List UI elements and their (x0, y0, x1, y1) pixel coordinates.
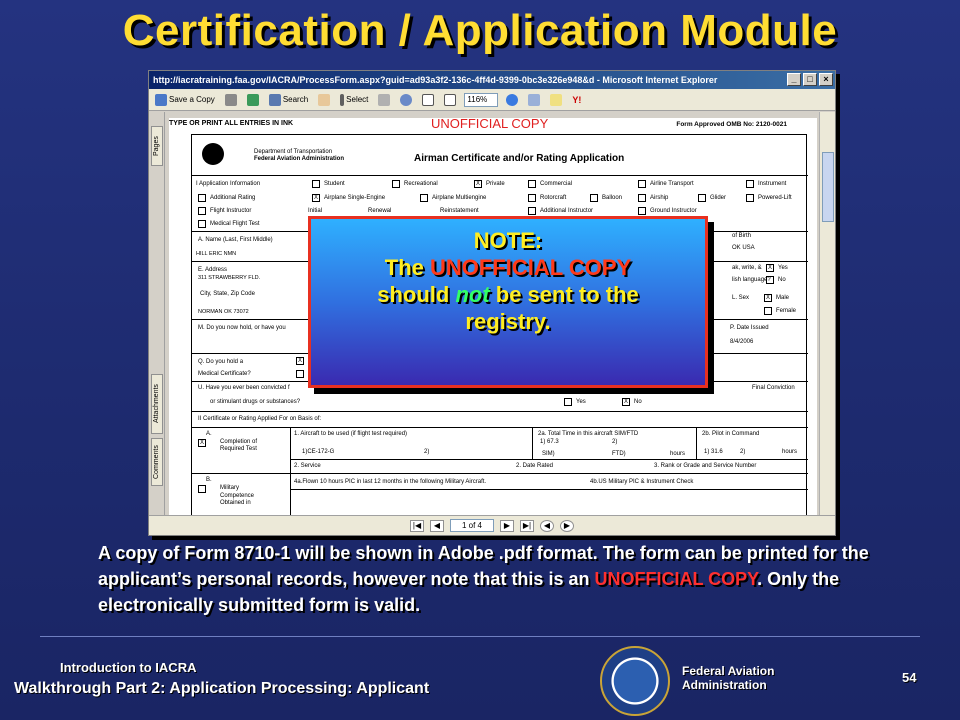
sim-label: SIM) (542, 451, 555, 457)
search-button[interactable]: Search (267, 91, 310, 109)
binoculars-icon (269, 94, 281, 106)
pdf-toolbar (149, 89, 835, 111)
atp-checkbox[interactable] (638, 180, 646, 188)
snapshot-button[interactable] (376, 91, 392, 109)
q-question-line2: Medical Certificate? (198, 371, 251, 377)
additional-rating-checkbox[interactable] (198, 194, 206, 202)
attachments-tab[interactable]: Attachments (151, 374, 163, 434)
form-header: Airman Certificate and/or Rating Application (414, 153, 625, 164)
sex-label: L. Sex (732, 295, 750, 301)
note-line-2 (311, 281, 705, 308)
pdf-navigation-bar (149, 515, 835, 535)
option-label: Glider (710, 195, 727, 201)
option-label: Ground Instructor (650, 208, 697, 214)
option-label: Medical Flight Test (210, 221, 260, 227)
medical-yes-checkbox[interactable]: X (297, 358, 302, 364)
print-button[interactable] (223, 91, 239, 109)
vertical-scrollbar[interactable] (819, 112, 835, 516)
yahoo-button[interactable] (570, 91, 583, 109)
description-text-end: . Only the electronically submitted form is valid. (98, 569, 840, 615)
agency-line-2: Administration (682, 678, 767, 692)
camera-icon (378, 94, 390, 106)
completion-checkbox[interactable]: X (199, 440, 204, 446)
dot-logo-icon (202, 143, 224, 165)
rank-label: 3. Rank or Grade and Service Number (654, 463, 757, 469)
note-heading: NOTE: (473, 228, 543, 253)
instrument-checkbox[interactable] (746, 180, 754, 188)
military-label: Military (220, 485, 239, 491)
option-label: Airplane Single-Engine (324, 195, 386, 201)
minimize-button[interactable]: _ (787, 73, 801, 86)
m-question: M. Do you now hold, or have you (198, 325, 286, 331)
address-label: E. Address (198, 267, 228, 273)
no-label: No (634, 399, 642, 405)
hand-icon (318, 94, 330, 106)
english-yes-checkbox[interactable]: X (767, 265, 772, 271)
option-label: Additional Instructor (540, 208, 594, 214)
text-cursor-icon (340, 94, 344, 106)
pdf-sidebar (149, 112, 165, 516)
close-button[interactable]: × (819, 73, 833, 86)
select-tool-button[interactable]: Select (338, 91, 370, 109)
ame-checkbox[interactable] (420, 194, 428, 202)
footer-intro: Introduction to IACRA (60, 660, 197, 675)
dept-line-1: Department of Transportation (254, 149, 333, 155)
total-time-value: 1) 67.3 (540, 439, 559, 445)
dept-line-2: Federal Aviation Administration (254, 156, 345, 162)
u-question-line1: U. Have you ever been convicted f (198, 385, 290, 391)
a-label: A. (206, 431, 212, 437)
option-label: Flight Instructor (210, 208, 252, 214)
aircraft-value: 1)CE-172-G (302, 449, 335, 455)
rotate-button[interactable] (526, 91, 542, 109)
usmil-label: 4b.US Military PIC & Instrument Check (590, 479, 694, 485)
faa-seal-icon (600, 646, 670, 716)
completion-line1: Completion of (220, 439, 258, 445)
glider-checkbox[interactable] (698, 194, 706, 202)
option-label: Initial (308, 208, 323, 214)
option-label: Commercial (540, 181, 573, 187)
dob-label: of Birth (732, 233, 752, 239)
agency-name (682, 664, 774, 692)
printer-icon (225, 94, 237, 106)
additional-instructor-checkbox[interactable] (528, 207, 536, 215)
slide-title: Certification / Application Module (122, 6, 838, 55)
date-issued-label: P. Date Issued (730, 325, 769, 331)
ink-instruction: TYPE OR PRINT ALL ENTRIES IN INK (169, 120, 294, 127)
option-label: Powered-Lift (758, 195, 792, 201)
u-question-line2: or stimulant drugs or substances? (210, 399, 301, 405)
width-icon (444, 94, 456, 106)
no-label: No (778, 277, 786, 283)
recreational-checkbox[interactable] (392, 180, 400, 188)
option-label: Reinstatement (440, 208, 479, 214)
maximize-button[interactable]: □ (803, 73, 817, 86)
save-icon (155, 94, 167, 106)
comment-button[interactable] (548, 91, 564, 109)
email-button[interactable] (245, 91, 261, 109)
name-value: HILL ERIC NMN (196, 251, 237, 257)
app-info-label: I Application Information (196, 181, 261, 187)
yes-label: Yes (778, 265, 788, 271)
student-checkbox[interactable] (312, 180, 320, 188)
agency-line-1: Federal Aviation (682, 664, 775, 678)
option-label: Private (486, 181, 505, 187)
q-question-line1: Q. Do you hold a (198, 359, 244, 365)
aircraft-2: 2) (424, 449, 430, 455)
unofficial-copy-label: UNOFFICIAL COPY (431, 118, 549, 131)
note-text: be sent to the (489, 282, 639, 307)
zoom-icon (400, 94, 412, 106)
aircraft-label: 1. Aircraft to be used (if flight test required) (294, 431, 408, 437)
first-page-button[interactable]: |◀ (410, 520, 424, 532)
option-label: Airplane Multiengine (432, 195, 487, 201)
save-copy-button[interactable]: Save a Copy (153, 91, 217, 109)
ground-instructor-checkbox[interactable] (638, 207, 646, 215)
ftd-label: FTD) (612, 451, 626, 457)
option-label: Airline Transport (650, 181, 694, 187)
pic-2: 2) (740, 449, 746, 455)
name-label: A. Name (Last, First Middle) (198, 237, 273, 243)
total-time-label: 2a. Total Time in this aircraft SIM/FTD (538, 431, 639, 437)
flight-instructor-checkbox[interactable] (198, 207, 206, 215)
plus-icon (506, 94, 518, 106)
option-label: Recreational (404, 181, 438, 187)
description-text: A copy of Form 8710-1 will be shown in Adobe .pdf format. The form can be printed for the applicant’s personal records, however note that this is an (98, 543, 869, 589)
english-label: lish language? (732, 277, 771, 283)
completion-line2: Required Test (220, 446, 257, 452)
competence-label: Competence (220, 493, 255, 499)
next-page-button[interactable]: ▶ (500, 520, 514, 532)
final-conviction-label: Final Conviction (752, 385, 795, 391)
option-label: Renewal (368, 208, 392, 214)
note-text: The (384, 255, 430, 280)
note-icon (550, 94, 562, 106)
military-checkbox[interactable] (198, 485, 206, 493)
hours-label: hours (670, 451, 686, 457)
option-label: Additional Rating (210, 195, 256, 201)
option-label: Airship (650, 195, 669, 201)
conviction-yes-checkbox[interactable] (564, 398, 572, 406)
zoom-plus-button[interactable] (504, 91, 520, 109)
zoom-input[interactable]: 116% (464, 93, 498, 107)
option-label: Instrument (758, 181, 787, 187)
fit-width-button[interactable] (442, 91, 458, 109)
option-label: Rotorcraft (540, 195, 567, 201)
note-line-3: registry. (465, 309, 551, 334)
note-unofficial: UNOFFICIAL COPY (429, 255, 632, 280)
footer-walkthrough: Walkthrough Part 2: Application Processing: Applicant (14, 680, 430, 697)
english-no-checkbox[interactable] (766, 276, 774, 284)
date-issued-value: 8/4/2006 (730, 339, 754, 345)
fit-page-button[interactable] (420, 91, 436, 109)
flown-label: 4a.Flown 10 hours PIC in last 12 months in the following Military Aircraft. (294, 479, 487, 485)
city-value: NORMAN OK 73072 (198, 309, 249, 315)
female-label: Female (776, 308, 797, 314)
dob-value: OK USA (732, 245, 755, 251)
note-line-1 (311, 254, 705, 281)
ase-checkbox[interactable]: X (313, 195, 318, 201)
browser-title: http://iacratraining.faa.gov/IACRA/ProcessForm.aspx?guid=ad93a3f2-136c-4ff4d-9399-0bc3e326e948&d - Microsoft Internet Explorer (153, 75, 718, 85)
rotate-icon (528, 94, 540, 106)
rotorcraft-checkbox[interactable] (528, 194, 536, 202)
female-checkbox[interactable] (764, 307, 772, 315)
powered-lift-checkbox[interactable] (746, 194, 754, 202)
yes-label: Yes (576, 399, 586, 405)
footer-divider (40, 636, 920, 637)
pic-label: 2b. Pilot in Command (702, 431, 760, 437)
speak-label: ak, write, & (732, 265, 762, 271)
browser-titlebar (149, 71, 835, 89)
private-checkbox[interactable]: X (475, 181, 480, 187)
slide-description (98, 540, 878, 618)
city-label: City, State, Zip Code (200, 291, 255, 297)
comments-tab[interactable]: Comments (151, 438, 163, 486)
b-label: B. (206, 477, 212, 483)
male-label: Male (776, 295, 790, 301)
service-label: 2. Service (294, 463, 321, 469)
obtained-label: Obtained in (220, 500, 251, 506)
description-highlight: UNOFFICIAL COPY (594, 569, 758, 589)
hand-tool-button[interactable] (316, 91, 332, 109)
page-indicator[interactable]: 1 of 4 (450, 519, 494, 532)
total-time-2: 2) (612, 439, 618, 445)
male-checkbox[interactable]: X (765, 295, 770, 301)
prev-page-button[interactable]: ◀ (430, 520, 444, 532)
section-ii-label: II Certificate or Rating Applied For on Basis of: (198, 416, 322, 422)
pages-tab[interactable]: Pages (151, 126, 163, 166)
note-text: should (377, 282, 456, 307)
zoom-in-button[interactable] (398, 91, 414, 109)
forward-button[interactable]: ▶ (560, 520, 574, 532)
conviction-no-checkbox[interactable]: X (623, 399, 628, 405)
page-icon (422, 94, 434, 106)
option-label: Balloon (602, 195, 623, 201)
option-label: Student (324, 181, 345, 187)
email-icon (247, 94, 259, 106)
medical-flight-test-checkbox[interactable] (198, 220, 206, 228)
pic-value: 1) 31.6 (704, 449, 723, 455)
pic-hours: hours (782, 449, 798, 455)
balloon-checkbox[interactable] (590, 194, 598, 202)
last-page-button[interactable]: ▶| (520, 520, 534, 532)
note-callout (308, 216, 708, 388)
medical-no-checkbox[interactable] (296, 370, 304, 378)
scroll-thumb[interactable] (822, 152, 834, 222)
commercial-checkbox[interactable] (528, 180, 536, 188)
airship-checkbox[interactable] (638, 194, 646, 202)
yahoo-icon: Y! (572, 94, 582, 105)
address-value: 311 STRAWBERRY FLD. (198, 275, 261, 281)
note-not: not (455, 282, 490, 307)
back-button[interactable]: ◀ (540, 520, 554, 532)
date-rated-label: 2. Date Rated (516, 463, 554, 469)
page-number: 54 (902, 670, 917, 685)
omb-number: Form Approved OMB No: 2120-0021 (676, 121, 787, 128)
